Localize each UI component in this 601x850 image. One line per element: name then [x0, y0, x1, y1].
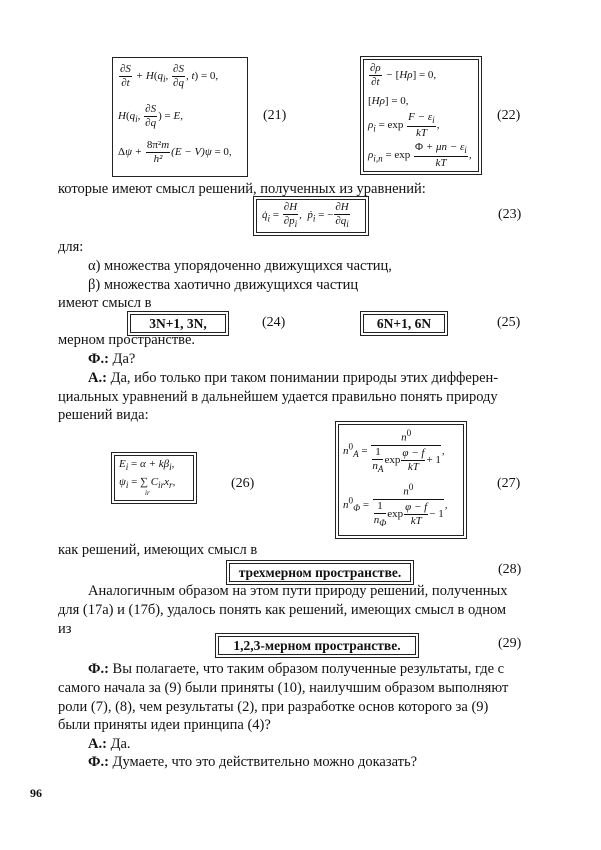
equation-22-box: [363, 59, 479, 172]
equation-27-line1: $n^0_A$ = $n^0$ $\frac{1}{n_A}$ exp $\frac{\varphi - f}{kT}$ + 1 ,: [343, 428, 445, 474]
equation-22-line4: $\rho_{i,n} = \exp$ $\frac{\Phi + \mu n - \varepsilon_i}{kT}$ ,: [368, 141, 472, 170]
equation-29-box: [218, 636, 416, 655]
dialogue-text: Да.: [106, 736, 131, 752]
equation-27-box: [338, 424, 464, 536]
speaker-a: А.:: [88, 370, 107, 386]
equation-26-line2: $\psi_i$ = ∑ $C_{ir}x_r$,: [119, 476, 176, 491]
paragraph-line: Аналогичным образом на этом пути природу решений, полученных: [88, 583, 508, 599]
equation-26-sum-index: ir: [145, 489, 150, 497]
equation-22-line2: [Hρ] = 0,: [368, 95, 409, 107]
equation-28-label: (28): [498, 562, 522, 577]
speaker-a: А.:: [88, 736, 107, 752]
speaker-f: Ф.:: [88, 351, 109, 367]
equation-21-line1: $\frac{\partial S}{\partial t}$ + $H(q_i$, $\frac{\partial S}{\partial q}$ , t) = 0,: [120, 63, 219, 89]
paragraph-line: мерном пространстве.: [58, 332, 196, 348]
paragraph-line: которые имеют смысл решений, полученных из уравнений:: [58, 181, 426, 197]
speaker-f: Ф.:: [88, 754, 109, 770]
equation-23-label: (23): [498, 207, 522, 222]
equation-23-box: [256, 199, 366, 233]
equation-26-line1: $E_i = \alpha + k\beta_i$,: [119, 458, 175, 473]
equation-23-content: $q̇_i$ = $\frac{\partial H}{\partial p_i}$ , ṗ$_i$ = − $\frac{\partial H}{\partial q_i}$: [262, 201, 349, 230]
equation-27-label: (27): [497, 476, 521, 491]
dialogue-line: [88, 369, 498, 387]
paragraph-line: для (17а) и (17б), удалось понять как решений, имеющих смысл в одном: [58, 602, 507, 618]
equation-22-line3: $\rho_i = \exp$ $\frac{F - \varepsilon_i}{kT}$ ,: [368, 111, 440, 140]
equation-21-box: [112, 57, 248, 177]
equation-24-content: 3N+1, 3N,: [149, 316, 207, 331]
equation-26-label: (26): [231, 476, 255, 491]
dialogue-text: Да?: [108, 351, 136, 367]
list-item-beta: β) множества хаотично движущихся частиц: [88, 277, 359, 293]
dialogue-line: [88, 350, 135, 368]
equation-25-box: [363, 314, 445, 333]
paragraph-line: как решений, имеющих смысл в: [58, 542, 258, 558]
equation-21-line2: $H(q_i$, $\frac{\partial S}{\partial q}$ ) = E,: [118, 103, 183, 129]
dialogue-line: [88, 753, 417, 771]
speaker-f: Ф.:: [88, 661, 109, 677]
paragraph-line: роли (7), (8), чем результаты (2), при разработке основ которого за (9): [58, 699, 489, 715]
paragraph-line: циальных уравнений в дальнейшем удается правильно понять природу: [58, 389, 498, 405]
equation-29-content: 1,2,3-мерном пространстве.: [233, 638, 401, 653]
list-item-alpha: α) множества упорядоченно движущихся частиц,: [88, 258, 392, 274]
equation-21-label: (21): [263, 108, 287, 123]
equation-25-content: 6N+1, 6N: [376, 316, 432, 331]
paragraph-line: из: [58, 621, 72, 637]
dialogue-text: Думаете, что это действительно можно доказать?: [108, 754, 418, 770]
dialogue-line: [88, 735, 131, 753]
equation-28-box: [229, 563, 411, 582]
equation-25-label: (25): [497, 315, 521, 330]
paragraph-line: самого начала за (9) были приняты (10), наилучшим образом выполняют: [58, 680, 509, 696]
paragraph-line: имеют смысл в: [58, 295, 152, 311]
paragraph-line: решений вида:: [58, 407, 149, 423]
equation-29-label: (29): [498, 636, 522, 651]
dialogue-text: Вы полагаете, что таким образом полученные результаты, где с: [108, 661, 505, 677]
equation-21-line3: Δψ + $\frac{\text{8π²m}}{\text{h²}}$ (E − V)ψ = 0,: [118, 139, 232, 165]
equation-22-line1: $\frac{\partial\rho}{\partial t}$ − [Hρ] = 0,: [370, 62, 437, 88]
equation-28-content: трехмерном пространстве.: [238, 565, 402, 580]
paragraph-line: для:: [58, 239, 84, 255]
equation-24-label: (24): [262, 315, 286, 330]
equation-26-box: [114, 455, 194, 501]
equation-27-line2: $n^0_\Phi$ = $n^0$ $\frac{1}{n_\Phi}$ exp $\frac{\varphi - f}{kT}$ − 1 ,: [343, 482, 448, 528]
equation-22-label: (22): [497, 108, 521, 123]
paragraph-line: были приняты идеи принципа (4)?: [58, 717, 271, 733]
dialogue-line: [88, 660, 504, 678]
page-number: 96: [30, 786, 42, 800]
dialogue-text: Да, ибо только при таком понимании природы этих дифферен-: [106, 370, 499, 386]
